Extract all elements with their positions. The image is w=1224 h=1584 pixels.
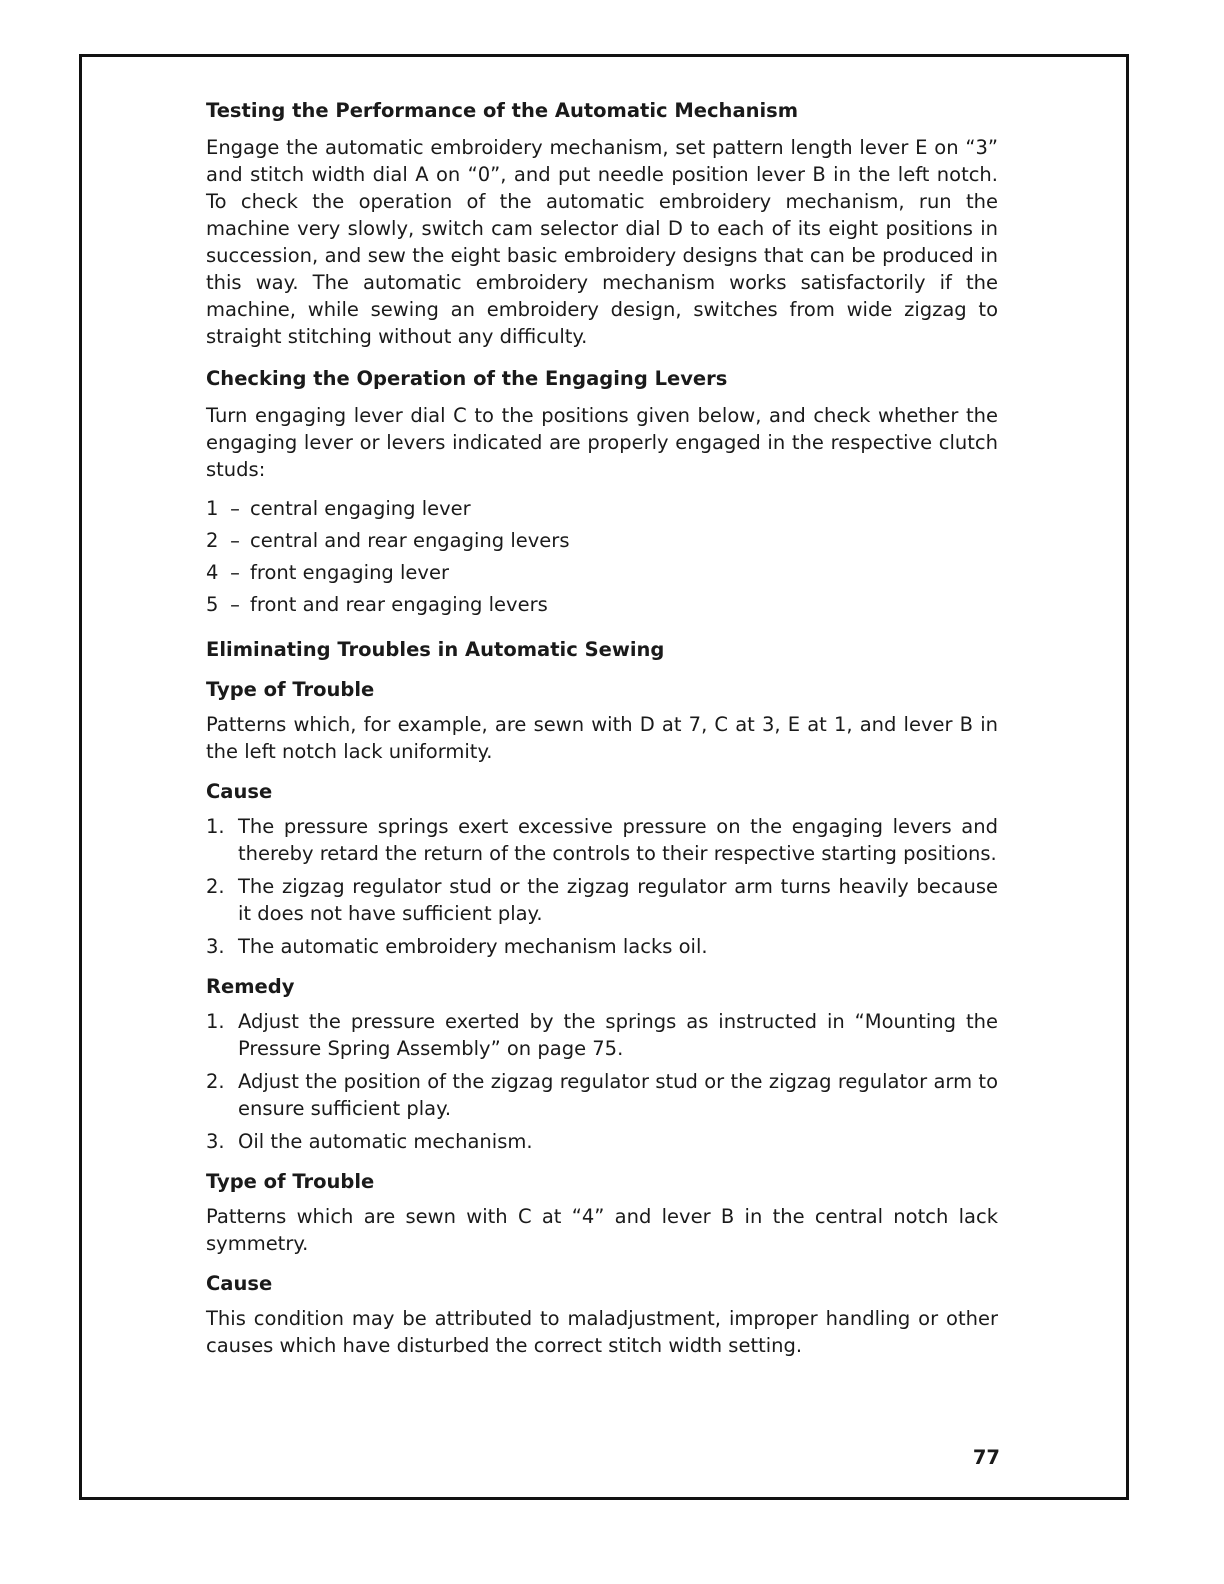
cause-paragraph: This condition may be attributed to maladjustment, improper handling or other causes which have disturbed the correct stitch width setting. xyxy=(206,1307,998,1357)
trouble-description: Patterns which, for example, are sewn with D at 7, C at 3, E at 1, and lever B in the left notch lack uniformity. xyxy=(206,713,998,763)
type-of-trouble-heading: Type of Trouble xyxy=(206,678,375,701)
list-item: 4 – front engaging lever xyxy=(206,561,449,584)
list-item: 3. The automatic embroidery mechanism lacks oil. xyxy=(206,935,708,958)
type-of-trouble-heading: Type of Trouble xyxy=(206,1170,375,1193)
list-item: 3. Oil the automatic mechanism. xyxy=(206,1130,533,1153)
testing-paragraph: Engage the automatic embroidery mechanism, set pattern length lever E on “3” and stitch width dial A on “0”, and put needle position lever B in the left notch. To check the operation of the automatic embroidery mechanism, run the machine very slowly, switch cam selector dial D to each of its eight positions in succession, and sew the eight basic embroidery designs that can be produced in this way. The automatic embroidery mechanism works satisfactorily if the machine, while sewing an embroidery design, switches from wide zigzag to straight stitching without any difficulty. xyxy=(206,136,998,348)
list-item: 1 – central engaging lever xyxy=(206,497,471,520)
list-item: 2. The zigzag regulator stud or the zigzag regulator arm turns heavily because it does not have sufficient play. xyxy=(206,875,998,925)
page-number: 77 xyxy=(972,1446,1000,1469)
cause-heading: Cause xyxy=(206,780,273,803)
page-content xyxy=(206,98,998,1359)
checking-paragraph: Turn engaging lever dial C to the positions given below, and check whether the engaging lever or levers indicated are properly engaged in the respective clutch studs: xyxy=(206,404,998,481)
section-heading-testing: Testing the Performance of the Automatic Mechanism xyxy=(206,99,799,122)
lever-positions-list xyxy=(206,493,998,621)
section-heading-checking: Checking the Operation of the Engaging Levers xyxy=(206,367,728,390)
cause-list xyxy=(206,813,998,960)
list-item: 5 – front and rear engaging levers xyxy=(206,593,548,616)
list-item: 1. Adjust the pressure exerted by the springs as instructed in “Mounting the Pressure Spring Assembly” on page 75. xyxy=(206,1010,998,1060)
cause-heading: Cause xyxy=(206,1272,273,1295)
list-item: 2. Adjust the position of the zigzag regulator stud or the zigzag regulator arm to ensure sufficient play. xyxy=(206,1070,998,1120)
trouble-description: Patterns which are sewn with C at “4” and lever B in the central notch lack symmetry. xyxy=(206,1205,998,1255)
remedy-heading: Remedy xyxy=(206,975,295,998)
list-item: 2 – central and rear engaging levers xyxy=(206,529,570,552)
remedy-list xyxy=(206,1008,998,1155)
list-item: 1. The pressure springs exert excessive pressure on the engaging levers and thereby retard the return of the controls to their respective starting positions. xyxy=(206,815,998,865)
section-heading-eliminating: Eliminating Troubles in Automatic Sewing xyxy=(206,638,665,661)
